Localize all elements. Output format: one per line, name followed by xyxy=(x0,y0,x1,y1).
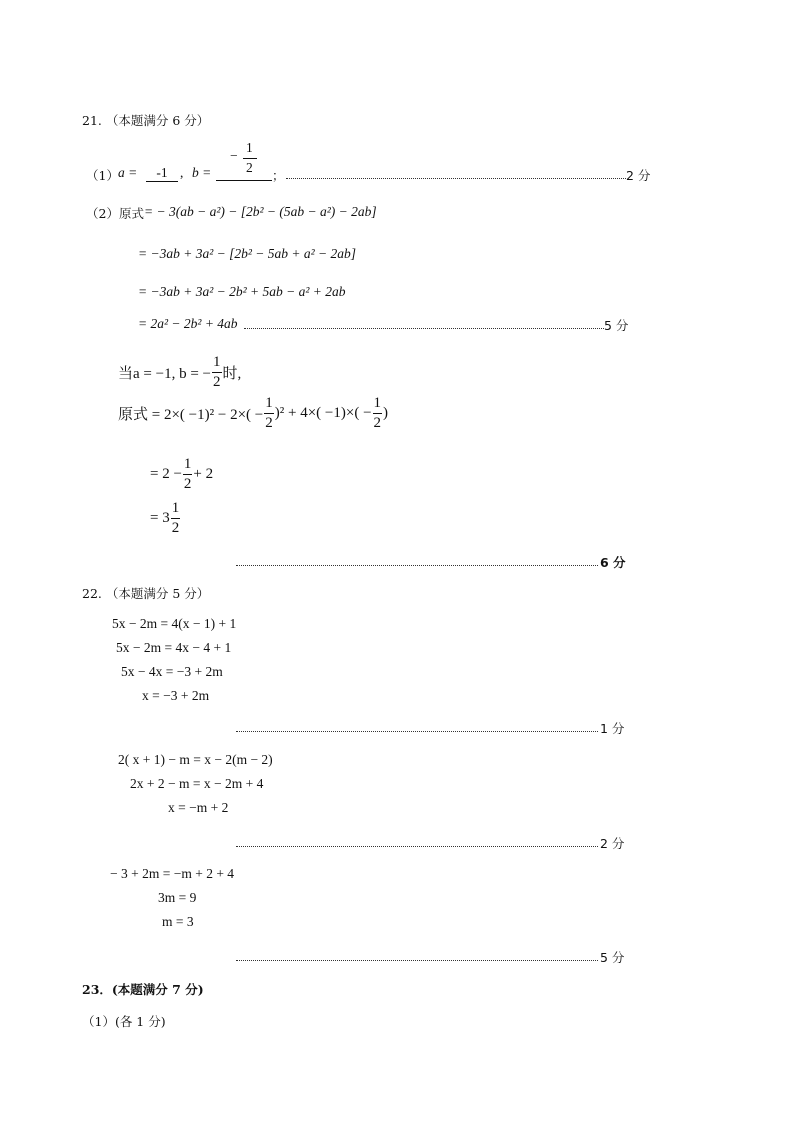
q21-b-num: 1 xyxy=(246,140,253,155)
q21-when-line xyxy=(118,354,241,390)
q21-when-num: 1 xyxy=(212,355,222,373)
score-leader xyxy=(236,565,598,566)
q21-sub-num2: 1 xyxy=(373,396,383,414)
q21-result1 xyxy=(150,456,213,492)
score-leader xyxy=(236,846,598,847)
score-leader xyxy=(236,731,598,732)
q22-a1: 5x − 2m = 4(x − 1) + 1 xyxy=(112,616,237,631)
score-leader xyxy=(244,328,604,329)
answer-page: 21. （本题满分 6 分） （1） a = -1 , b = − 1 2 ； 2 分 （2）原式 = − 3(ab − a²) − [2b² − (5ab − a²) − 2ab] = −3ab + 3a² − [2b² − 5ab + a² − 2ab] = −3ab + 3a² − 2b² + 5ab − a² + 2ab = 2a² − 2b² + 4ab 5 分 当a = −1, b = − $\frac{1}{2}$ 时, 原式 = 2×( −1)² − 2×( − $\frac{1}{2}$ )² + 4×( −1)×( − $\frac{1}{2}$ ) = 2 − $\frac{1}{2}$ + 2 = 3 $\frac{1}{2}$ 6 分 22. （本题满分 5 分） 5x − 2m = 4(x − 1) + 1 5x − 2m = 4x − 4 + 1 5x − 4x = −3 + 2m x = −3 + 2m 1 分 2( x + 1) − m = x − 2(m − 2) 2x + 2 − m = x − 2m + 4 x = −m + 2 2 分 − 3 + 2m = −m + 2 + 4 3m = 9 m = 3 5 分 23．(本题满分 7 分) （1）(各 1 分) xyxy=(82,113,651,1029)
q21-part1-label: （1） xyxy=(86,168,119,183)
q22-b1: 2( x + 1) − m = x − 2(m − 2) xyxy=(118,752,273,767)
q21-r2-den: 2 xyxy=(171,519,180,536)
q21-sub-suffix: ) xyxy=(383,404,389,421)
q21-sub-mid: )² + 4×( −1)×( − xyxy=(274,404,372,421)
q21-line4: = 2a² − 2b² + 4ab xyxy=(138,316,238,331)
q22-a3: 5x − 4x = −3 + 2m xyxy=(121,664,223,679)
q22-a2: 5x − 2m = 4x − 4 + 1 xyxy=(116,640,232,655)
score-leader xyxy=(286,178,626,179)
q21-part1-score: 2 分 xyxy=(626,168,651,183)
q21-when-den: 2 xyxy=(213,373,221,390)
q21-line2: = −3ab + 3a² − [2b² − 5ab + a² − 2ab] xyxy=(138,246,357,261)
score-leader xyxy=(236,960,598,961)
q21-sub-den1: 2 xyxy=(265,414,273,431)
q22-score-c: 5 分 xyxy=(600,950,625,965)
q21-b-blank xyxy=(216,140,272,181)
q21-r1-den: 2 xyxy=(183,475,192,492)
q21-header: 21. （本题满分 6 分） xyxy=(82,113,210,128)
q22-header: 22. （本题满分 5 分） xyxy=(82,586,210,601)
q21-sub-prefix: 原式 = 2×( −1)² − 2×( − xyxy=(118,406,264,423)
q22-c3: m = 3 xyxy=(162,914,194,929)
q23-header: 23．(本题满分 7 分) xyxy=(82,982,204,997)
q21-sub-num1: 1 xyxy=(264,396,274,414)
q21-line3: = −3ab + 3a² − 2b² + 5ab − a² + 2ab xyxy=(138,284,346,299)
q22-c1: − 3 + 2m = −m + 2 + 4 xyxy=(110,866,235,881)
q22-b2: 2x + 2 − m = x − 2m + 4 xyxy=(130,776,264,791)
q22-score-a: 1 分 xyxy=(600,721,625,736)
q21-part2-label: （2）原式 xyxy=(86,206,144,221)
q21-result2 xyxy=(150,500,181,536)
q21-when-prefix: 当a = −1, b = − xyxy=(118,365,211,382)
q21-sub-den2: 2 xyxy=(373,414,382,431)
q21-sub-line xyxy=(118,394,388,432)
q21-a-value: -1 xyxy=(146,165,178,182)
q22-a4: x = −3 + 2m xyxy=(142,688,210,703)
q21-b-sign: − xyxy=(230,148,238,163)
q21-final-score: 6 分 xyxy=(600,555,626,570)
q21-when-suffix: 时, xyxy=(222,365,242,382)
q21-b-den: 2 xyxy=(246,160,253,175)
q21-line1: = − 3(ab − a²) − [2b² − (5ab − a²) − 2ab] xyxy=(144,204,377,219)
q21-r1-num: 1 xyxy=(183,457,193,475)
q22-c2: 3m = 9 xyxy=(158,890,197,905)
q21-r1-suffix: + 2 xyxy=(193,465,214,482)
q22-score-b: 2 分 xyxy=(600,836,625,851)
q21-r2-num: 1 xyxy=(171,501,181,519)
q21-r1-prefix: = 2 − xyxy=(150,465,182,482)
q21-part1-end: ； xyxy=(272,168,285,183)
q21-r2-prefix: = 3 xyxy=(150,509,170,526)
q23-part1: （1）(各 1 分) xyxy=(82,1014,166,1029)
q21-a-prefix: a = xyxy=(118,165,138,180)
q21-line4-score: 5 分 xyxy=(604,318,629,333)
q21-b-prefix: b = xyxy=(192,165,212,180)
q22-b3: x = −m + 2 xyxy=(168,800,229,815)
